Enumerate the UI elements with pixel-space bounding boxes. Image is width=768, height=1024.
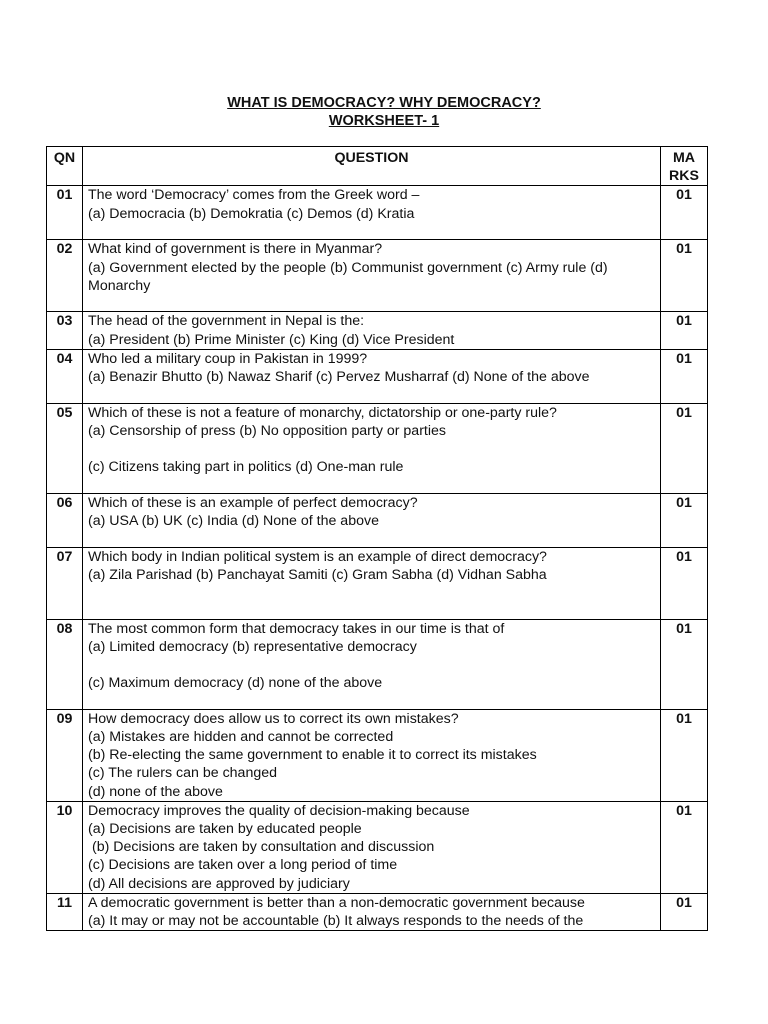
question-number: 01 [47, 186, 83, 240]
question-cell [83, 709, 661, 801]
question-marks: 01 [661, 801, 708, 893]
table-row [47, 619, 708, 709]
worksheet-title: WHAT IS DEMOCRACY? WHY DEMOCRACY? [227, 95, 541, 111]
question-cell [83, 349, 661, 403]
answer-options: (a) USA (b) UK (c) India (d) None of the above [88, 513, 379, 530]
table-row [47, 349, 708, 403]
question-text: Which of these is an example of perfect democracy? [88, 494, 418, 511]
question-cell [83, 186, 661, 240]
column-header-marks [661, 147, 708, 186]
table-row [47, 186, 708, 240]
table-row [47, 312, 708, 349]
question-number: 08 [47, 619, 83, 709]
question-cell [83, 240, 661, 312]
question-marks: 01 [661, 709, 708, 801]
answer-options: (c) Citizens taking part in politics (d) One-man rule [88, 459, 404, 476]
marks-header-line-2: RKS [669, 168, 699, 185]
question-marks: 01 [661, 493, 708, 547]
question-text: Who led a military coup in Pakistan in 1999? [88, 350, 368, 367]
table-row [47, 493, 708, 547]
question-text: Which of these is not a feature of monarchy, dictatorship or one-party rule? [88, 404, 557, 421]
marks-header-line-1: MA [672, 150, 696, 166]
question-number: 04 [47, 349, 83, 403]
question-text: What kind of government is there in Myanmar? [88, 241, 383, 258]
question-text: Democracy improves the quality of decision-making because [88, 802, 470, 819]
answer-options: (a) Mistakes are hidden and cannot be corrected [88, 729, 394, 746]
answer-options: (c) Decisions are taken over a long period of time [88, 857, 398, 874]
answer-options: (a) Decisions are taken by educated people [88, 821, 362, 838]
question-marks: 01 [661, 893, 708, 930]
column-header-question: QUESTION [83, 147, 661, 186]
answer-options: (c) Maximum democracy (d) none of the above [88, 675, 383, 692]
answer-options: (a) Democracia (b) Demokratia (c) Demos (d) Kratia [88, 205, 415, 222]
question-marks: 01 [661, 547, 708, 619]
question-cell [83, 619, 661, 709]
question-cell [83, 312, 661, 349]
question-cell [83, 493, 661, 547]
column-header-qn: QN [47, 147, 83, 186]
answer-options: (a) Censorship of press (b) No opposition party or parties [88, 423, 446, 440]
question-marks: 01 [661, 240, 708, 312]
question-marks: 01 [661, 186, 708, 240]
answer-options: (c) The rulers can be changed [88, 765, 278, 782]
question-marks: 01 [661, 312, 708, 349]
question-number: 11 [47, 893, 83, 930]
question-table [46, 146, 708, 931]
table-header-row [47, 147, 708, 186]
table-row [47, 240, 708, 312]
question-text: The word ‘Democracy’ comes from the Greek word – [88, 187, 420, 204]
question-cell [83, 801, 661, 893]
answer-options: (b) Decisions are taken by consultation and discussion [92, 839, 435, 856]
answer-options: (d) All decisions are approved by judiciary [88, 875, 350, 892]
question-number: 05 [47, 403, 83, 493]
question-cell [83, 547, 661, 619]
question-text: The head of the government in Nepal is the: [88, 313, 365, 330]
question-marks: 01 [661, 349, 708, 403]
question-cell [83, 403, 661, 493]
answer-options: (d) none of the above [88, 783, 223, 800]
answer-options: (a) President (b) Prime Minister (c) King (d) Vice President [88, 331, 455, 348]
table-row [47, 547, 708, 619]
answer-options: (b) Re-electing the same government to enable it to correct its mistakes [88, 747, 537, 764]
question-marks: 01 [661, 619, 708, 709]
answer-options: (a) Government elected by the people (b) Communist government (c) Army rule (d) [88, 259, 608, 276]
question-marks: 01 [661, 403, 708, 493]
question-number: 06 [47, 493, 83, 547]
worksheet-subtitle: WORKSHEET- 1 [328, 113, 440, 129]
answer-options: Monarchy [88, 277, 151, 294]
question-number: 03 [47, 312, 83, 349]
answer-options: (a) It may or may not be accountable (b) It always responds to the needs of the [88, 913, 584, 930]
table-row [47, 403, 708, 493]
question-number: 10 [47, 801, 83, 893]
table-row [47, 893, 708, 930]
question-text: The most common form that democracy takes in our time is that of [88, 620, 505, 637]
table-row [47, 801, 708, 893]
question-number: 02 [47, 240, 83, 312]
question-text: Which body in Indian political system is an example of direct democracy? [88, 548, 547, 565]
answer-options: (a) Benazir Bhutto (b) Nawaz Sharif (c) Pervez Musharraf (d) None of the above [88, 369, 590, 386]
question-text: How democracy does allow us to correct its own mistakes? [88, 710, 459, 727]
question-cell [83, 893, 661, 930]
question-number: 07 [47, 547, 83, 619]
question-text: A democratic government is better than a non-democratic government because [88, 894, 585, 911]
question-number: 09 [47, 709, 83, 801]
answer-options: (a) Limited democracy (b) representative democracy [88, 639, 417, 656]
answer-options: (a) Zila Parishad (b) Panchayat Samiti (c) Gram Sabha (d) Vidhan Sabha [88, 567, 547, 584]
table-row [47, 709, 708, 801]
